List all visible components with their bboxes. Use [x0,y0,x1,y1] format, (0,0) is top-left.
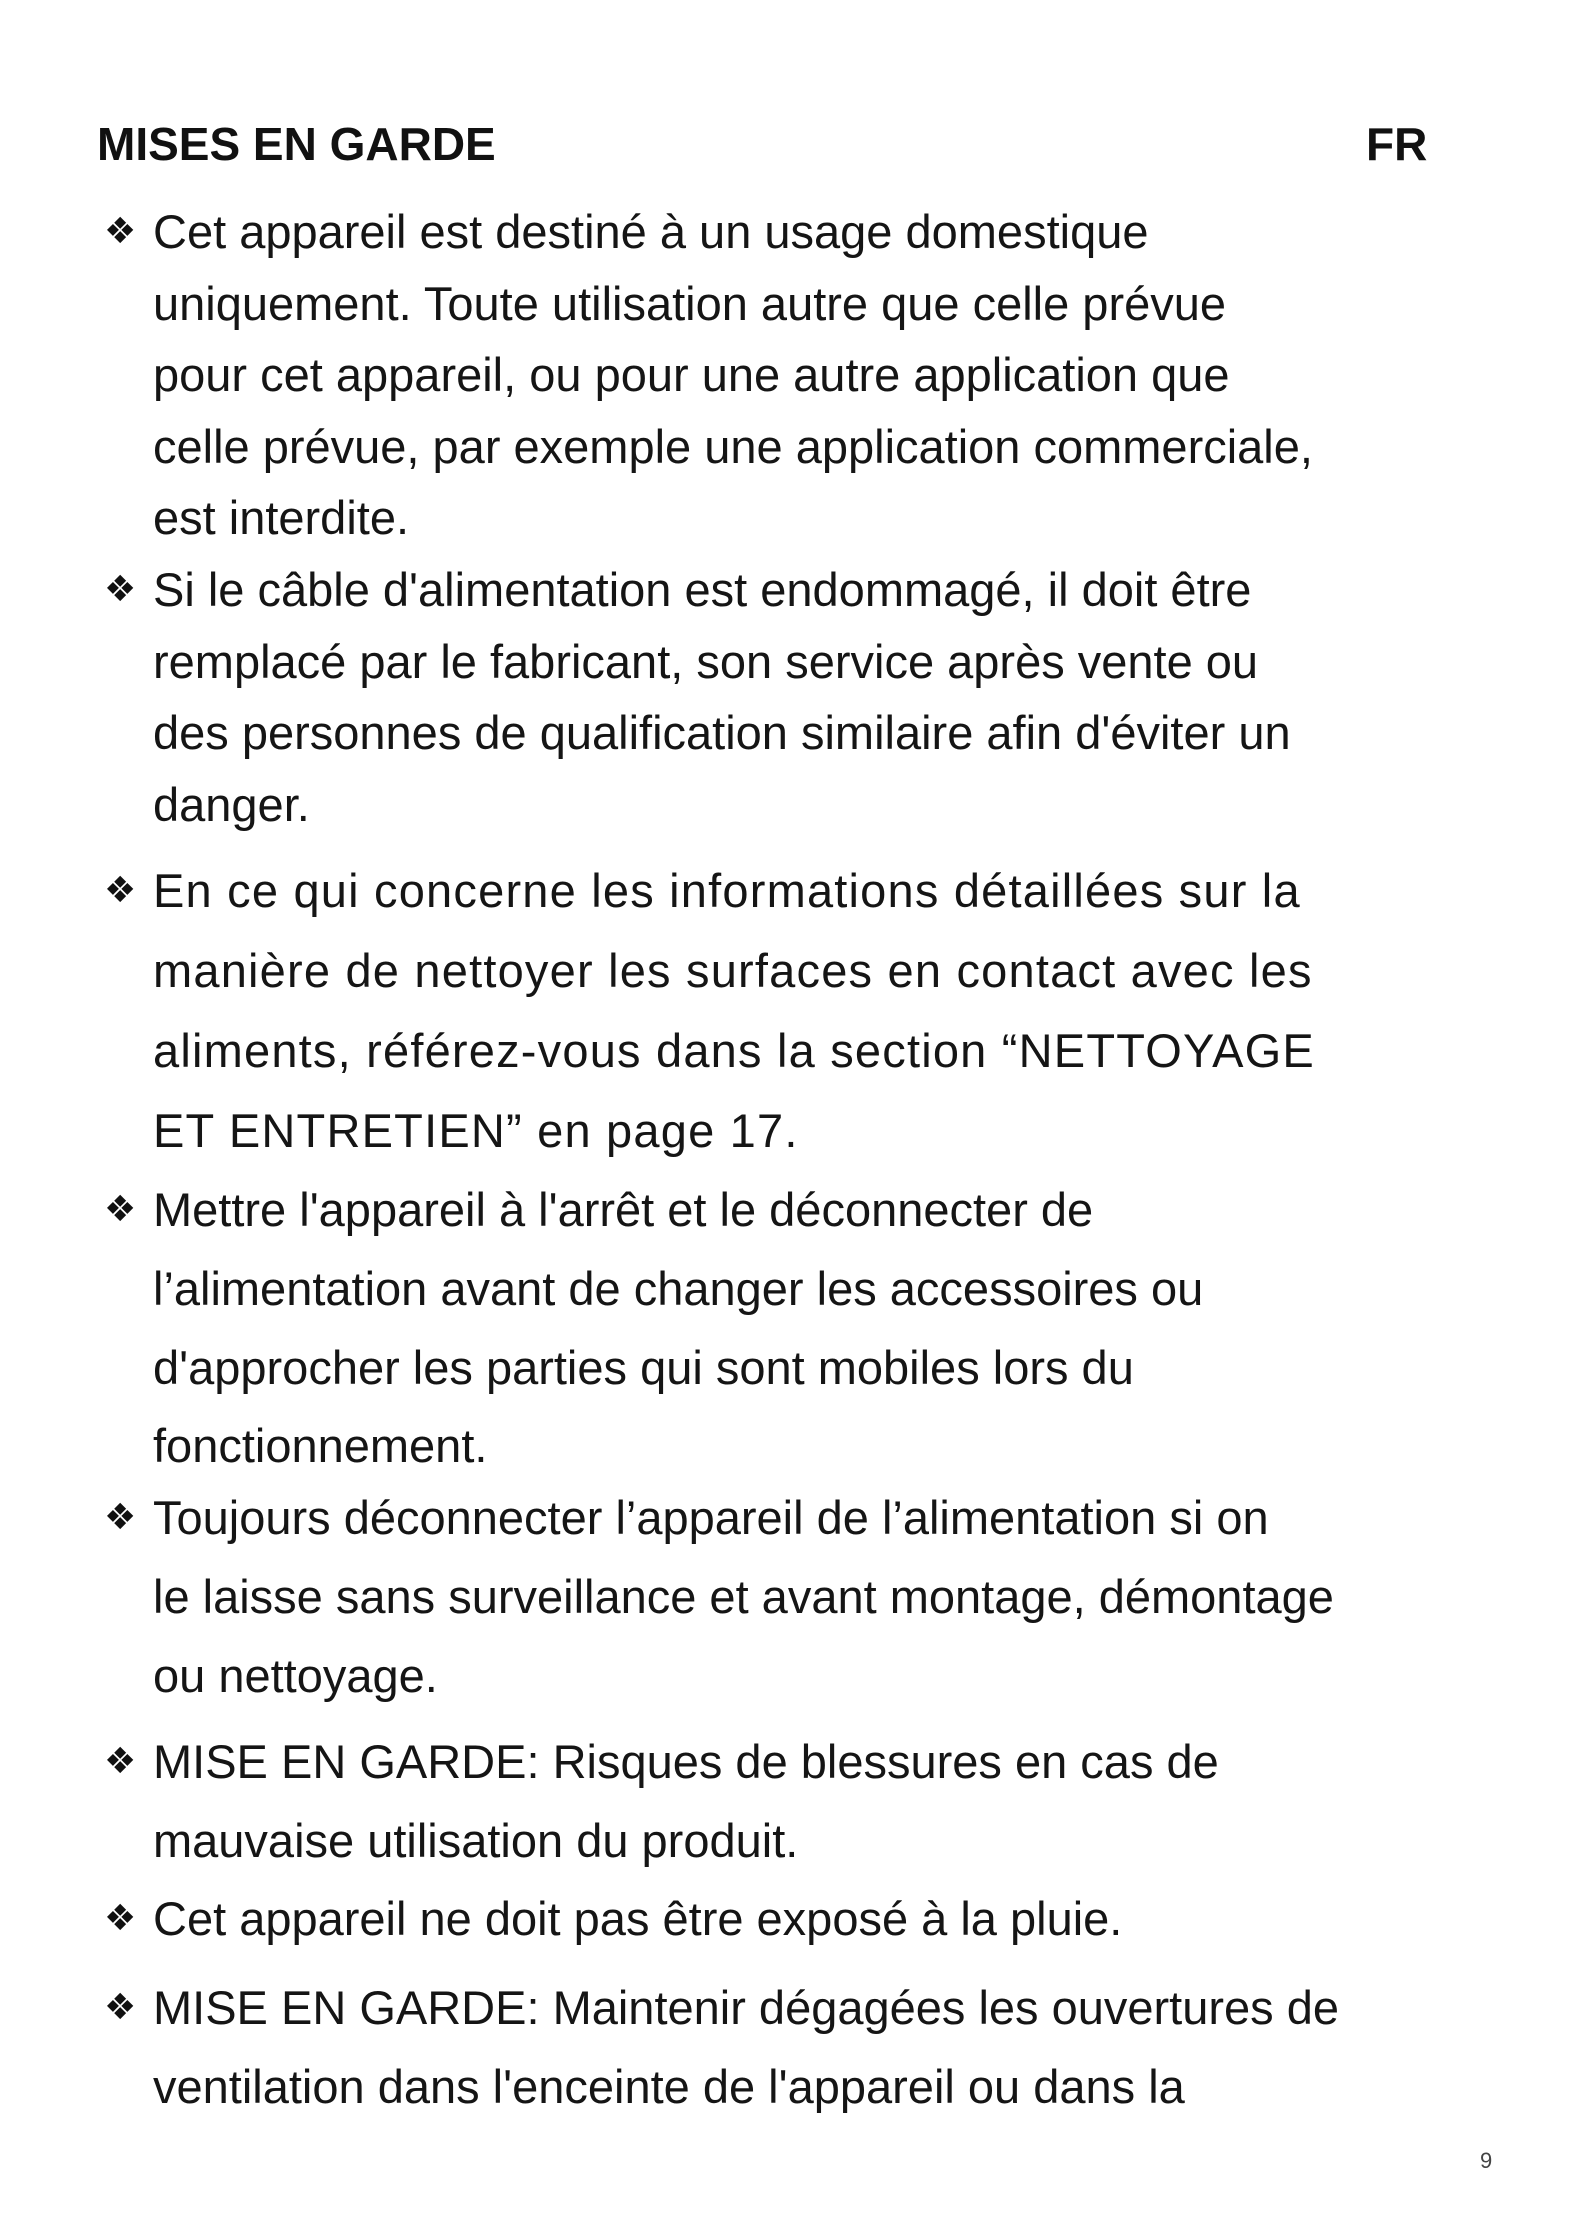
warning-text [153,554,1291,840]
text-line: fonctionnement. [153,1419,488,1473]
bullet-diamond-icon: ❖ [104,211,137,252]
warning-text [153,196,1313,554]
bullet-diamond-icon: ❖ [104,1898,137,1939]
text-line: mauvaise utilisation du produit. [153,1813,799,1867]
text-line: d'approcher les parties qui sont mobiles lors du [153,1340,1134,1394]
text-line: Toujours déconnecter l’appareil de l’alimentation si on [153,1491,1269,1544]
warning-text [153,1479,1334,1715]
warning-text [153,1171,1203,1486]
text-line: Cet appareil ne doit pas être exposé à la pluie. [153,1892,1123,1945]
text-line: le laisse sans surveillance et avant montage, démontage [153,1569,1334,1623]
text-line: Cet appareil est destiné à un usage domestique [153,205,1149,258]
text-line: uniquement. Toute utilisation autre que celle prévue [153,276,1227,330]
bullet-diamond-icon: ❖ [104,569,137,610]
text-line: ET ENTRETIEN” en page 17. [153,1104,799,1157]
page-number: 9 [1480,2148,1493,2173]
text-line: ou nettoyage. [153,1648,438,1702]
text-line: En ce qui concerne les informations détaillées sur la [153,864,1301,917]
language-label: FR [1366,118,1428,170]
text-line: celle prévue, par exemple une application commerciale, [153,419,1313,473]
text-line: danger. [153,777,310,831]
bullet-diamond-icon: ❖ [104,1987,137,2028]
section-title: MISES EN GARDE [97,118,496,170]
bullet-diamond-icon: ❖ [104,870,137,911]
text-line: aliments, référez-vous dans la section “NETTOYAGE [153,1024,1315,1077]
bullet-diamond-icon: ❖ [104,1741,137,1782]
bullet-diamond-icon: ❖ [104,1497,137,1538]
text-line: des personnes de qualification similaire afin d'éviter un [153,706,1291,760]
warning-text [153,1969,1339,2127]
text-line: Mettre l'appareil à l'arrêt et le déconnecter de [153,1183,1094,1236]
text-line: remplacé par le fabricant, son service après vente ou [153,634,1259,688]
text-line: manière de nettoyer les surfaces en contact avec les [153,944,1313,997]
text-line: MISE EN GARDE: Maintenir dégagées les ouvertures de [153,1981,1339,2034]
text-line: l’alimentation avant de changer les accessoires ou [153,1261,1204,1315]
warning-text [153,1880,1122,1959]
warning-text [153,851,1315,1171]
text-line: Si le câble d'alimentation est endommagé, il doit être [153,563,1252,616]
warning-text [153,1723,1219,1881]
text-line: est interdite. [153,491,410,545]
text-line: pour cet appareil, ou pour une autre application que [153,348,1230,402]
text-line: MISE EN GARDE: Risques de blessures en cas de [153,1735,1219,1788]
text-line: ventilation dans l'enceinte de l'appareil ou dans la [153,2059,1185,2113]
bullet-diamond-icon: ❖ [104,1189,137,1230]
